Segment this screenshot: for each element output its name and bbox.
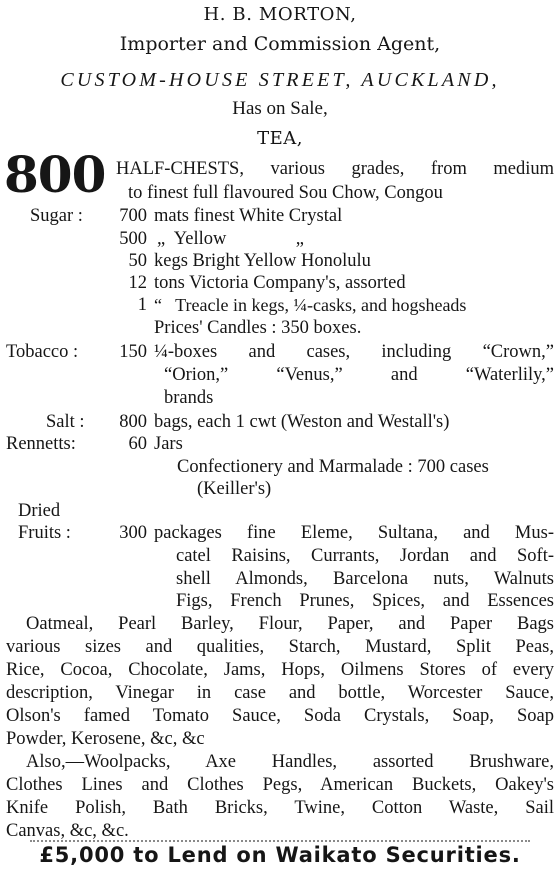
on-sale-heading: Has on Sale, [232,98,328,119]
salt-label: Salt : [46,412,85,432]
also-line-2: Clothes Lines and Clothes Pegs, American Buckets, Oakey's [6,775,554,795]
street-address: CUSTOM-HOUSE STREET, AUCKLAND, [60,69,500,91]
dried-label: Dried [18,501,61,521]
tea-line-1: HALF-CHESTS, various grades, from medium [116,159,554,179]
oatmeal-line-3: Rice, Cocoa, Chocolate, Jams, Hops, Oilmens Stores of every [6,660,554,680]
also-line-1: Also,—Woolpacks, Axe Handles, assorted Brushware, [26,752,554,772]
oatmeal-line-2: various sizes and qualities, Starch, Mustard, Split Peas, [6,637,554,657]
salt-text: bags, each 1 cwt (Weston and Westall's) [154,412,450,432]
oatmeal-line-4: description, Vinegar in case and bottle, Worcester Sauce, [6,683,554,703]
tobacco-line-3: brands [164,388,214,408]
sugar-text-5: “ Treacle in kegs, ¼-casks, and hogsheads [154,295,467,315]
sugar-label: Sugar : [30,206,83,226]
dried-fruits-qty: 300 [119,523,147,543]
fruits-label: Fruits : [18,523,71,543]
sugar-text-3: kegs Bright Yellow Honolulu [154,251,371,271]
also-line-4: Canvas, &c, &c. [6,821,129,841]
tea-line-2: to finest full flavoured Sou Chow, Congou [128,183,443,203]
sugar-qty-1: 700 [119,206,147,226]
rennetts-text: Jars [154,434,183,454]
sugar-qty-2: 500 [119,229,147,249]
confectionery-line-1: Confectionery and Marmalade : 700 cases [177,457,489,477]
tobacco-label: Tobacco : [6,342,79,362]
oatmeal-line-1: Oatmeal, Pearl Barley, Flour, Paper, and Paper Bags [26,614,554,634]
loan-footer: £5,000 to Lend on Waikato Securities. [39,843,521,867]
merchant-name: H. B. MORTON, [203,4,357,25]
also-line-3: Knife Polish, Bath Bricks, Twine, Cotton Waste, Sail [6,798,554,818]
sugar-text-2: „ Yellow „ [157,229,304,249]
rennetts-label: Rennetts: [6,434,76,454]
salt-qty: 800 [119,412,147,432]
dried-fruits-line-1: packages fine Eleme, Sultana, and Mus- [154,523,554,543]
sugar-qty-3: 50 [128,251,147,271]
merchant-subtitle: Importer and Commission Agent, [119,33,441,55]
tobacco-line-1: ¼-boxes and cases, including “Crown,” [154,342,554,362]
dried-fruits-line-3: shell Almonds, Barcelona nuts, Walnuts [176,569,554,589]
tobacco-qty: 150 [119,342,147,362]
dried-fruits-line-4: Figs, French Prunes, Spices, and Essences [176,591,554,611]
sugar-text-1: mats finest White Crystal [154,206,343,226]
sugar-qty-5: 1 [137,295,147,315]
tea-quantity: 800 [4,145,106,204]
oatmeal-line-5: Olson's famed Tomato Sauce, Soda Crystals, Soap, Soap [6,706,554,726]
candles-line: Prices' Candles : 350 boxes. [154,318,362,338]
tobacco-line-2: “Orion,” “Venus,” and “Waterlily,” [164,365,554,385]
dried-fruits-line-2: catel Raisins, Currants, Jordan and Soft- [176,546,554,566]
confectionery-line-2: (Keiller's) [197,479,272,499]
oatmeal-line-6: Powder, Kerosene, &c, &c [6,729,205,749]
tea-heading: TEA, [257,128,303,149]
rennetts-qty: 60 [128,434,147,454]
sugar-text-4: tons Victoria Company's, assorted [154,273,406,293]
sugar-qty-4: 12 [128,273,147,293]
